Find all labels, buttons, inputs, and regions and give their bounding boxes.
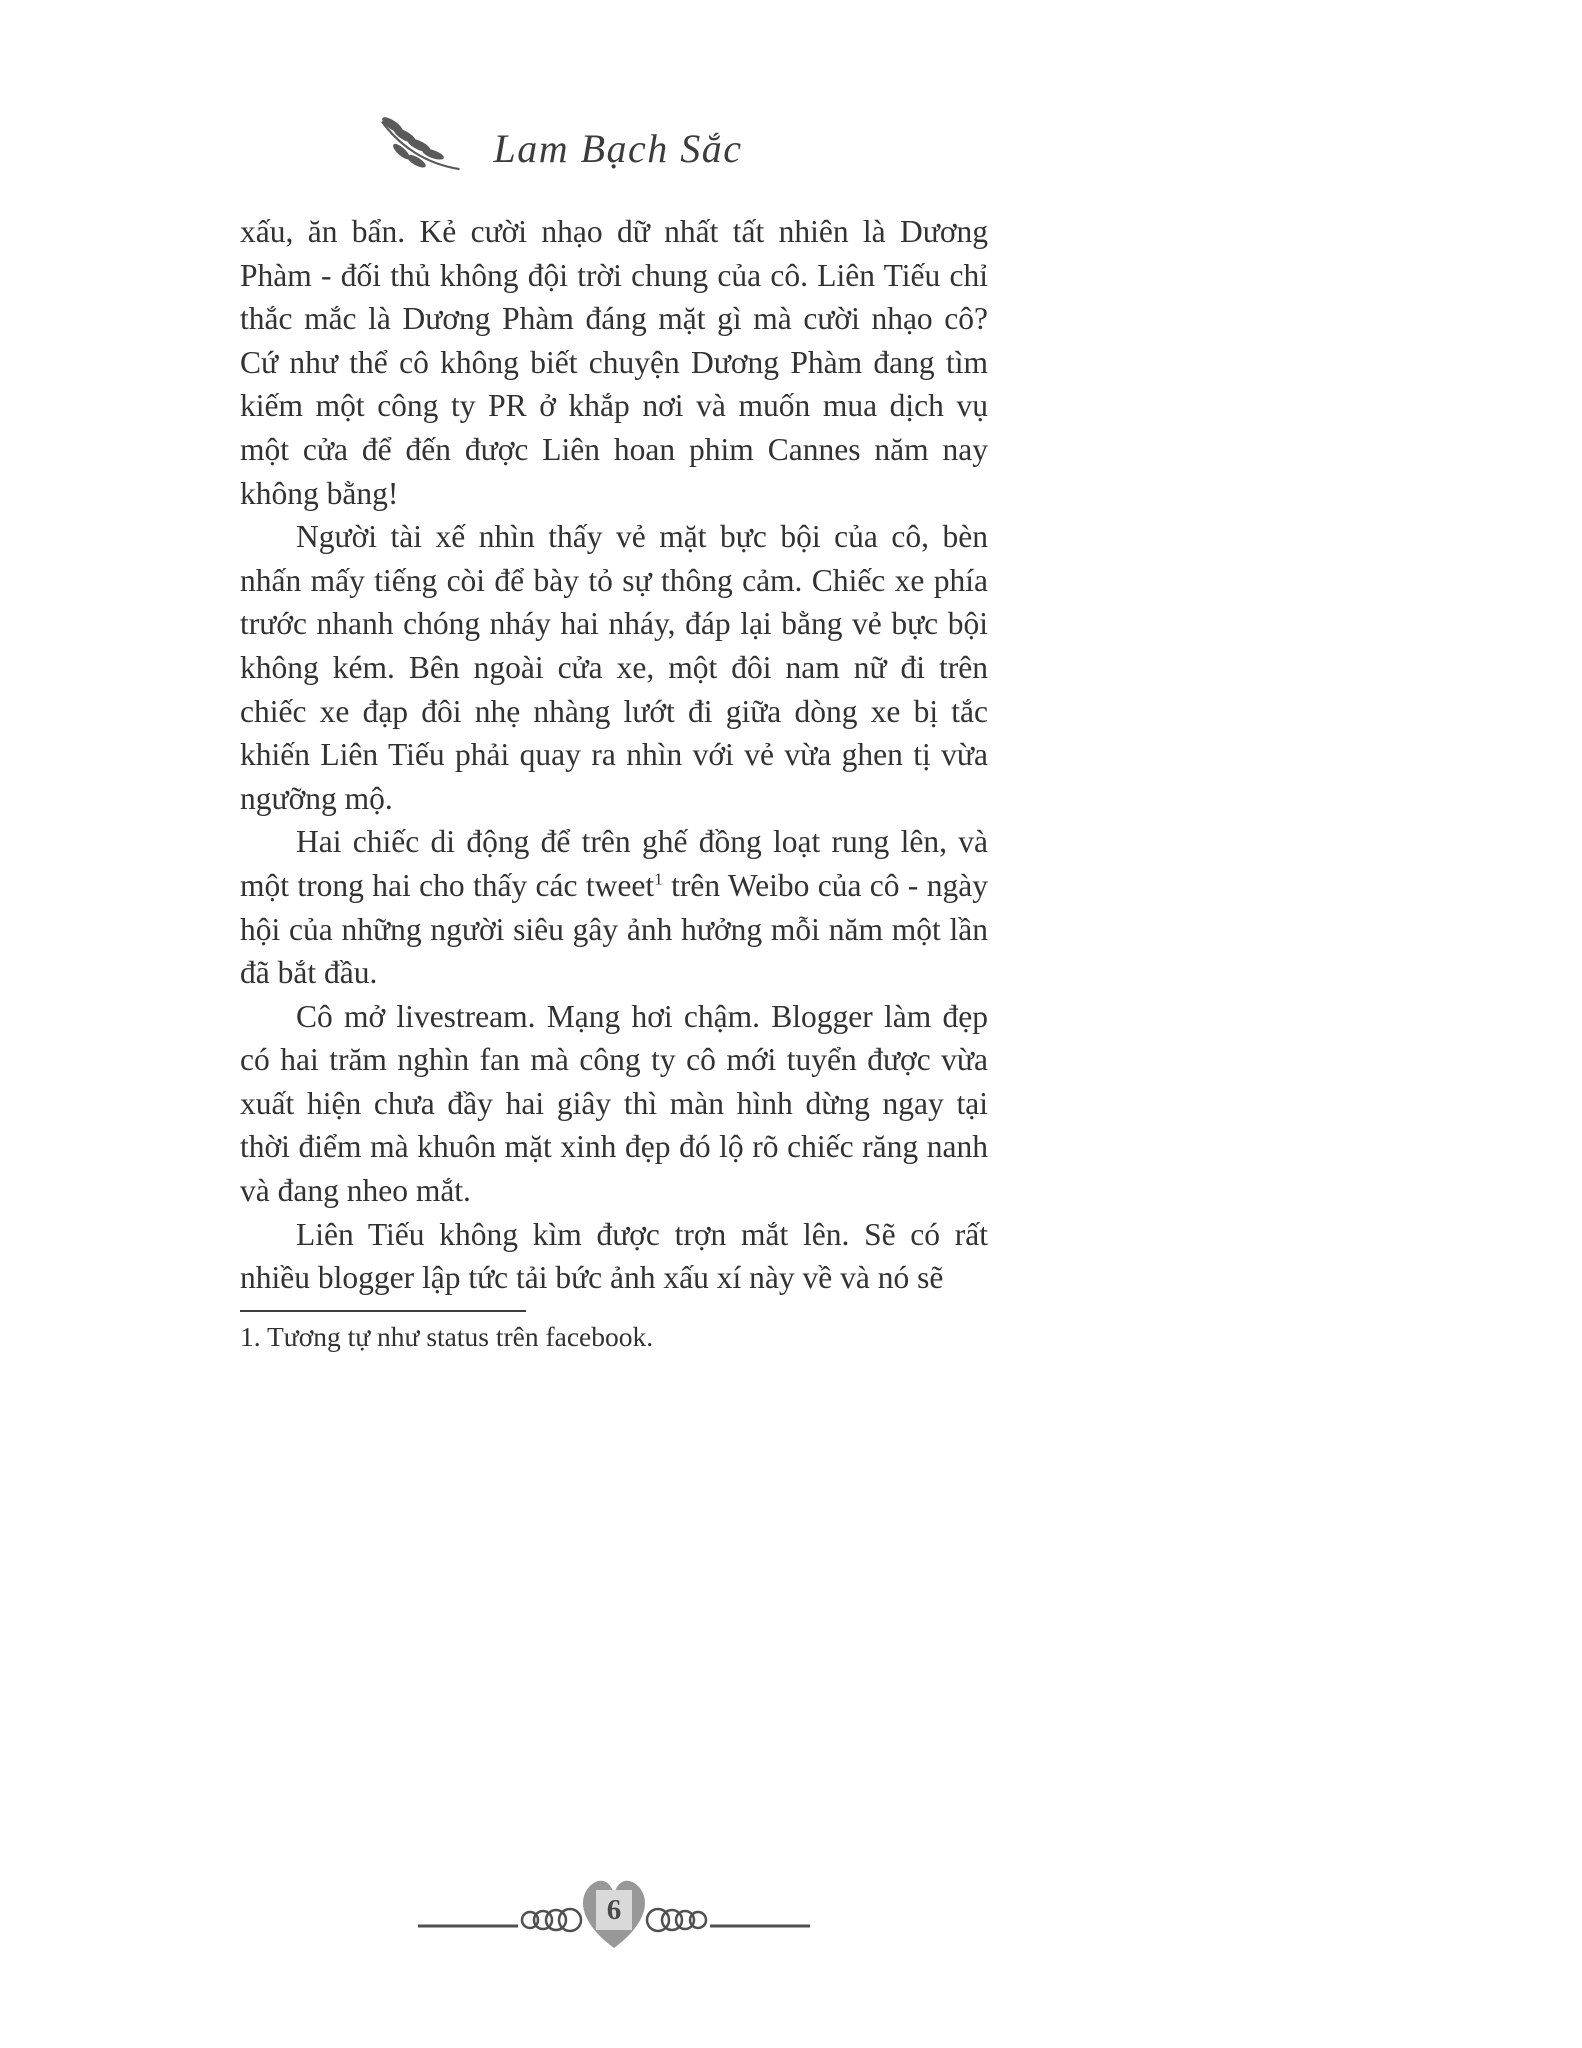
paragraph: Hai chiếc di động để trên ghế đồng loạt rung lên, và một trong hai cho thấy các tweet$^1$ trên Weibo của cô - ngày hội của những người siêu gây ảnh hưởng mỗi năm một lần đã bắt đầu. — [240, 824, 988, 991]
footnote-block — [240, 1310, 988, 1353]
paragraph: Người tài xế nhìn thấy vẻ mặt bực bội của cô, bèn nhấn mấy tiếng còi để bày tỏ sự thông cảm. Chiếc xe phía trước nhanh chóng nháy hai nháy, đáp lại bằng vẻ bực bội không kém. Bên ngoài cửa xe, một đôi nam nữ đi trên chiếc xe đạp đôi nhẹ nhàng lướt đi giữa dòng xe bị tắc khiến Liên Tiếu phải quay ra nhìn với vẻ vừa ghen tị vừa ngưỡng mộ. — [240, 519, 988, 816]
leaf-branch-icon — [375, 116, 463, 180]
footnote: 1. Tương tự như status trên facebook. — [240, 1321, 654, 1352]
paragraph: Cô mở livestream. Mạng hơi chậm. Blogger làm đẹp có hai trăm nghìn fan mà công ty cô mới tuyển được vừa xuất hiện chưa đầy hai giây thì màn hình dừng ngay tại thời điểm mà khuôn mặt xinh đẹp đó lộ rõ chiếc răng nanh và đang nheo mắt. — [240, 998, 988, 1209]
author-name: Lam Bạch Sắc — [493, 125, 743, 171]
paragraph: Liên Tiếu không kìm được trợn mắt lên. Sẽ có rất nhiều blogger lập tức tải bức ảnh xấu xí này về và nó sẽ — [240, 1216, 988, 1296]
page-header — [240, 116, 988, 180]
heart-flourish-icon — [418, 1874, 810, 1962]
page-number: 6 — [596, 1890, 632, 1930]
page-footer — [240, 1874, 988, 1962]
paragraph: xấu, ăn bẩn. Kẻ cười nhạo dữ nhất tất nhiên là Dương Phàm - đối thủ không đội trời chung của cô. Liên Tiếu chỉ thắc mắc là Dương Phàm đáng mặt gì mà cười nhạo cô? Cứ như thể cô không biết chuyện Dương Phàm đang tìm kiếm một công ty PR ở khắp nơi và muốn mua dịch vụ một cửa để đến được Liên hoan phim Cannes năm nay không bằng! — [240, 214, 988, 511]
footnote-ref: 1 — [654, 869, 663, 889]
page-text — [240, 210, 988, 1300]
footnote-divider — [240, 1310, 526, 1312]
